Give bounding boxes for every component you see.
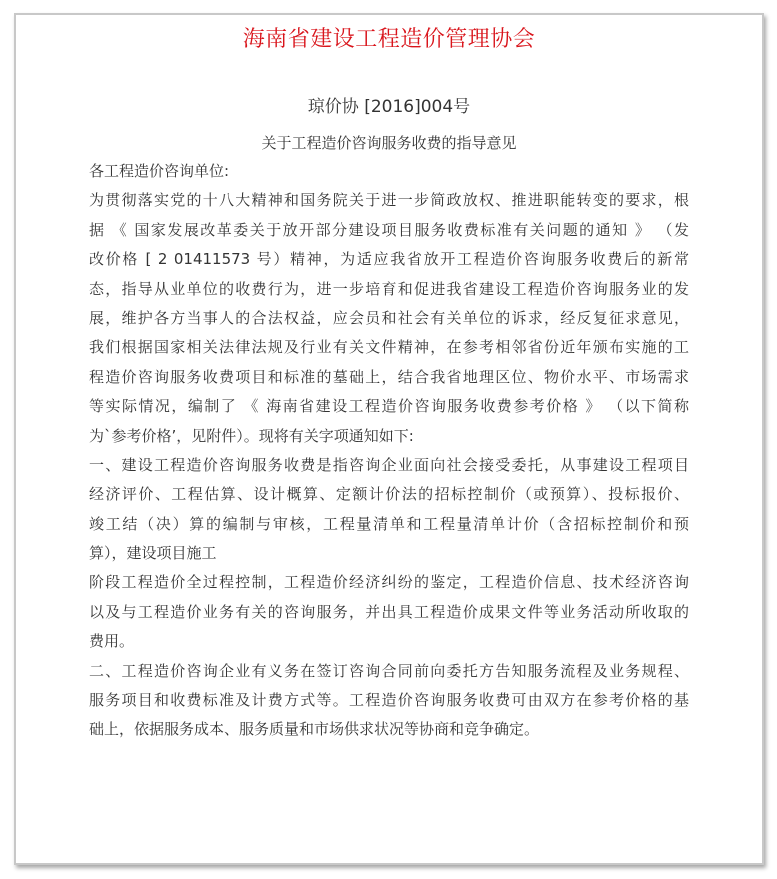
body-line: 服务项目和收费标准及计费方式等。工程造价咨询服务收费可由双方在参考价格的基 bbox=[89, 691, 689, 710]
body-line: 态，指导从业单位的收费行为，进一步培育和促进我省建设工程造价咨询服务业的发 bbox=[89, 279, 689, 298]
body-line: 据 《 国家发展改革委关于放开部分建设项目服务收费标准有关问题的通知 》 （发 bbox=[89, 220, 689, 239]
body-line: 一、建设工程造价咨询服务收费是指咨询企业面向社会接受委托，从事建设工程项目 bbox=[89, 455, 689, 474]
body-line: 础上，依据服务成本、服务质量和市场供求状况等协商和竞争确定。 bbox=[89, 720, 540, 739]
body-line: 阶段工程造价全过程控制，工程造价经济纠纷的鉴定，工程造价信息、技术经济咨询 bbox=[89, 573, 689, 592]
body-line: 竣工结（决）算的编制与审核，工程量清单和工程量清单计价（含招标控制价和预 bbox=[89, 514, 689, 533]
document-subject: 关于工程造价咨询服务收费的指导意见 bbox=[261, 134, 517, 152]
body-line: 改价格 [ 2 01411573 号）精神，为适应我省放开工程造价咨询服务收费后的新常 bbox=[89, 250, 689, 269]
body-line: 展，维护各方当事人的合法权益，应会员和社会有关单位的诉求，经反复征求意见， bbox=[89, 308, 689, 327]
body-line: 为`参考价格’，见附件）。现将有关字项通知如下: bbox=[89, 426, 414, 445]
body-line: 我们根据国家相关法律法规及行业有关文件精神，在参考相邻省份近年颁布实施的工 bbox=[89, 338, 689, 357]
organization-title: 海南省建设工程造价管理协会 bbox=[242, 27, 536, 52]
body-line: 算），建设项目施工 bbox=[89, 544, 217, 563]
salutation-line: 各工程造价咨询单位: bbox=[89, 162, 230, 180]
document-body bbox=[89, 157, 689, 745]
body-line: 费用。 bbox=[89, 632, 135, 651]
document-frame bbox=[14, 13, 764, 865]
body-line: 为贯彻落实党的十八大精神和国务院关于进一步简政放权、推进职能转变的要求，根 bbox=[89, 191, 689, 210]
document-number: 琼价协 [2016]004号 bbox=[307, 97, 471, 117]
body-line: 经济评价、工程估算、设计概算、定额计价法的招标控制价（或预算）、投标报价、 bbox=[89, 485, 689, 504]
body-line: 等实际情况，编制了 《 海南省建设工程造价咨询服务收费参考价格 》 （以下简称 bbox=[89, 397, 689, 416]
body-line: 以及与工程造价业务有关的咨询服务，并出具工程造价成果文件等业务活动所收取的 bbox=[89, 602, 689, 621]
body-line: 二、工程造价咨询企业有义务在签订咨询合同前向委托方告知服务流程及业务规程、 bbox=[89, 661, 689, 680]
body-line: 程造价咨询服务收费项目和标准的墓础上，结合我省地理区位、物价水平、市场需求 bbox=[89, 367, 689, 386]
